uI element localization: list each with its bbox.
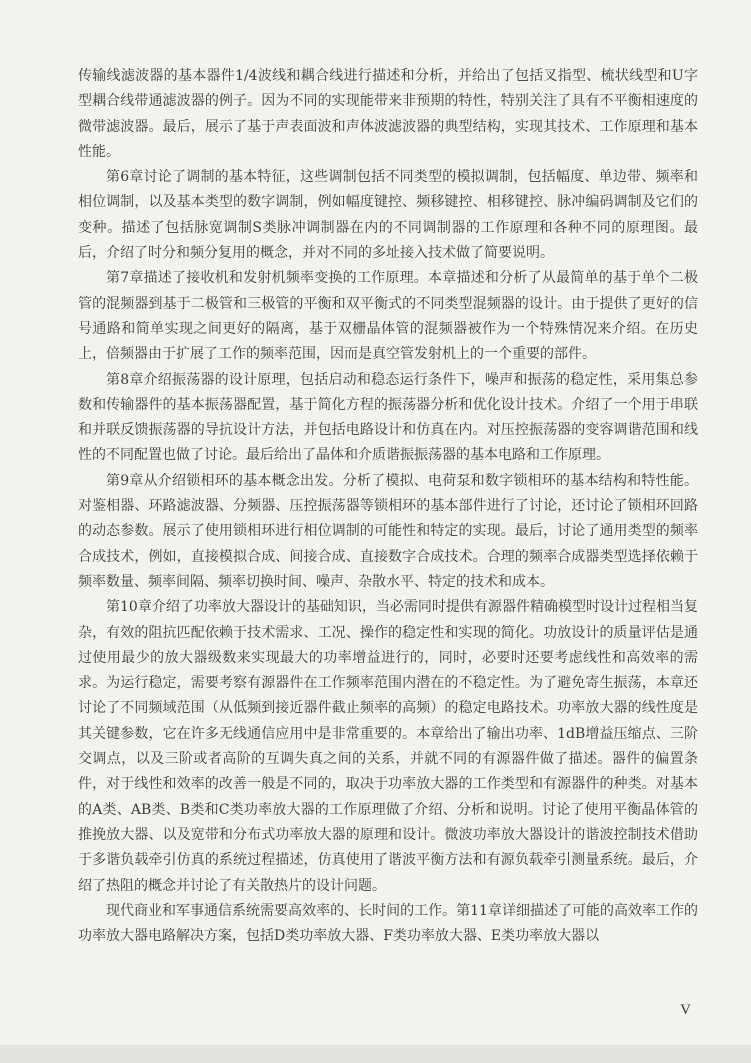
- paragraph-chapter-8: 第8章介绍振荡器的设计原理，包括启动和稳态运行条件下，噪声和振荡的稳定性，采用集总参数和传输器件的基本振荡器配置，基于简化方程的振荡器分析和优化设计技术。介绍了一个用于串联和并联反馈振荡器的导抗设计方法，并包括电路设计和仿真在内。对压控振荡器的变容调谐范围和线性的不同配置也做了讨论。最后给出了晶体和介质谐振振荡器的基本电路和工作原理。: [78, 371, 698, 464]
- paragraph-chapter-6: 第6章讨论了调制的基本特征，这些调制包括不同类型的模拟调制，包括幅度、单边带、频率和相位调制，以及基本类型的数字调制，例如幅度键控、频移键控、相移键控、脉冲编码调制及它们的变种。描述了包括脉宽调制S类脉冲调制器在内的不同调制器的工作原理和各种不同的原理图。最后，介绍了时分和频分复用的概念，并对不同的多址接入技术做了简要说明。: [78, 169, 698, 262]
- page-bottom-edge: [0, 1045, 751, 1063]
- paragraph-chapter-7: 第7章描述了接收机和发射机频率变换的工作原理。本章描述和分析了从最简单的基于单个二极管的混频器到基于二极管和三极管的平衡和双平衡式的不同类型混频器的设计。由于提供了更好的信号通路和简单实现之间更好的隔离，基于双栅晶体管的混频器被作为一个特殊情况来介绍。在历史上，倍频器由于扩展了工作的频率范围，因而是真空管发射机上的一个重要的部件。: [78, 270, 698, 363]
- body-text: [78, 64, 698, 949]
- paragraph-chapter-10: 第10章介绍了功率放大器设计的基础知识，当必需同时提供有源器件精确模型时设计过程相当复杂，有效的阻抗匹配依赖于技术需求、工况、操作的稳定性和实现的简化。功放设计的质量评估是通过使用最少的放大器级数来实现最大的功率增益进行的，同时，必要时还要考虑线性和高效率的需求。为运行稳定，需要考察有源器件在工作频率范围内潜在的不稳定性。为了避免寄生振荡，本章还讨论了不同频域范围（从低频到接近器件截止频率的高频）的稳定电路技术。功率放大器的线性度是其关键参数，它在许多无线通信应用中是非常重要的。本章给出了输出功率、1dB增益压缩点、三阶交调点，以及三阶或者高阶的互调失真之间的关系，并就不同的有源器件做了描述。器件的偏置条件，对于线性和效率的改善一般是不同的，取决于功率放大器的工作类型和有源器件的种类。对基本的A类、AB类、B类和C类功率放大器的工作原理做了介绍、分析和说明。讨论了使用平衡晶体管的推挽放大器、以及宽带和分布式功率放大器的原理和设计。微波功率放大器设计的谐波控制技术借助于多谐负载牵引仿真的系统过程描述，仿真使用了谐波平衡方法和有源负载牵引测量系统。最后，介绍了热阻的概念并讨论了有关散热片的设计问题。: [78, 599, 698, 894]
- paragraph-1: 传输线滤波器的基本器件1/4波线和耦合线进行描述和分析，并给出了包括叉指型、梳状线型和U字型耦合线带通滤波器的例子。因为不同的实现能带来非预期的特性，特别关注了具有不平衡相速度的微带滤波器。最后，展示了基于声表面波和声体波滤波器的典型结构，实现其技术、工作原理和基本性能。: [78, 68, 698, 160]
- paragraph-chapter-9: 第9章从介绍锁相环的基本概念出发。分析了模拟、电荷泵和数字锁相环的基本结构和特性能。对鉴相器、环路滤波器、分频器、压控振荡器等锁相环的基本部件进行了讨论，还讨论了锁相环回路的动态参数。展示了使用锁相环进行相位调制的可能性和特定的实现。最后，讨论了通用类型的频率合成技术，例如，直接模拟合成、间接合成、直接数字合成技术。合理的频率合成器类型选择依赖于频率数量、频率间隔、频率切换时间、噪声、杂散水平、特定的技术和成本。: [78, 472, 698, 590]
- page-number: V: [680, 1002, 691, 1018]
- paragraph-chapter-11: 现代商业和军事通信系统需要高效率的、长时间的工作。第11章详细描述了可能的高效率工作的功率放大器电路解决方案，包括D类功率放大器、F类功率放大器、E类功率放大器以: [78, 902, 698, 945]
